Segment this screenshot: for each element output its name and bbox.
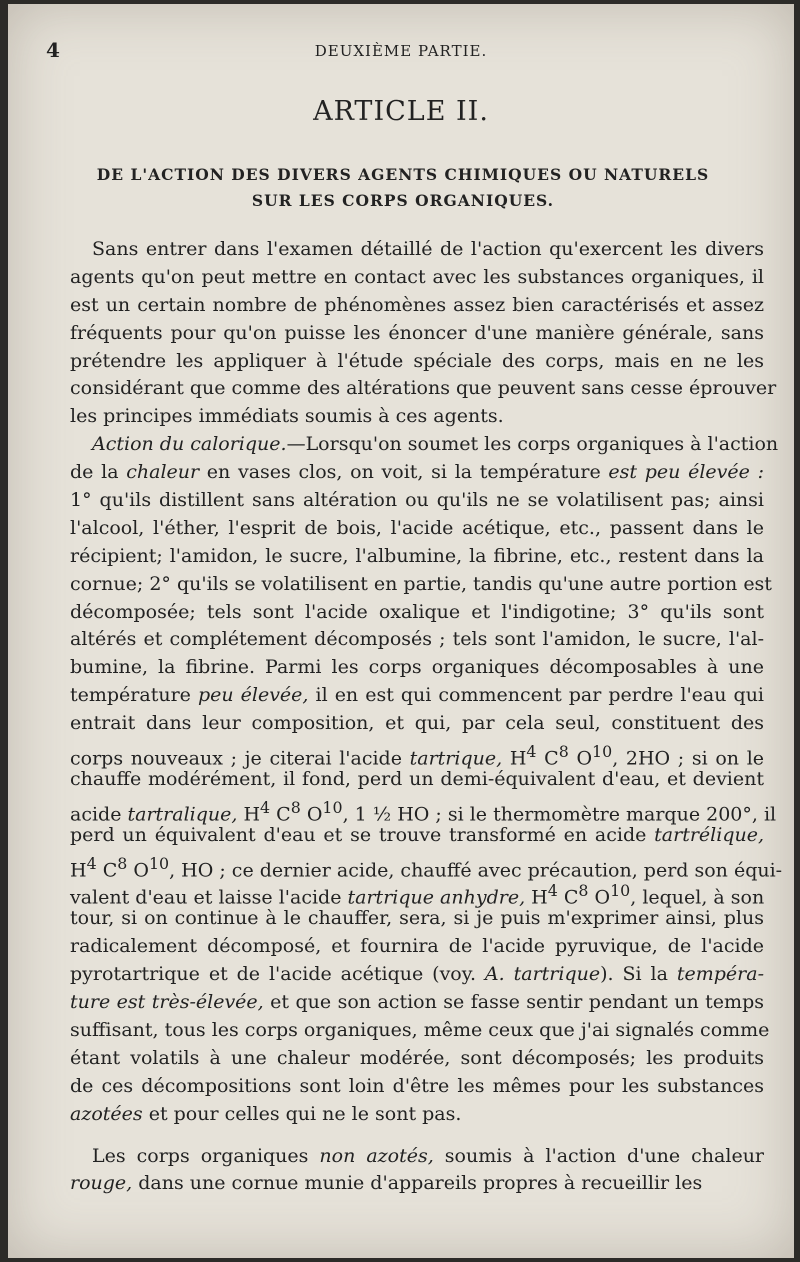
text-line: bumine, la fibrine. Parmi les corps organiques décomposables à une: [70, 656, 764, 679]
text-line: fréquents pour qu'on puisse les énoncer d'une manière générale, sans: [70, 321, 764, 344]
text-line: entrait dans leur composition, et qui, par cela seul, constituent des: [70, 712, 764, 735]
text-line: les principes immédiats soumis à ces agents.: [70, 405, 504, 428]
text-line: Action du calorique.—Lorsqu'on soumet les corps organiques à l'action: [92, 433, 779, 456]
text-line: l'alcool, l'éther, l'esprit de bois, l'acide acétique, etc., passent dans le: [70, 516, 764, 539]
running-head: DEUXIÈME PARTIE.: [314, 42, 488, 60]
text-line: azotées et pour celles qui ne le sont pas.: [70, 1102, 462, 1125]
text-line: pyrotartrique et de l'acide acétique (voy. A. tartrique). Si la tempéra-: [70, 963, 764, 986]
text-line: ture est très-élevée, et que son action se fasse sentir pendant un temps: [70, 991, 764, 1014]
text-line: rouge, dans une cornue munie d'appareils propres à recueillir les: [70, 1172, 703, 1195]
section-heading-line-2: SUR LES CORPS ORGANIQUES.: [251, 191, 555, 210]
text-line: considérant que comme des altérations que peuvent sans cesse éprouver: [70, 377, 777, 400]
text-line: de la chaleur en vases clos, on voit, si la température est peu élevée :: [70, 461, 764, 484]
article-title: ARTICLE II.: [313, 96, 489, 127]
text-line: prétendre les appliquer à l'étude spéciale des corps, mais en ne les: [70, 349, 764, 372]
text-line: décomposée; tels sont l'acide oxalique et l'indigotine; 3° qu'ils sont: [70, 600, 764, 623]
text-line: $H^4$ $C^8$ $O^{10}$, HO ; ce dernier acide, chauffé avec précaution, perd son équi-: [70, 853, 783, 881]
text-line: valent d'eau et laisse l'acide tartrique anhydre, $H^4$ $C^8$ $O^{10}$, lequel, à son: [70, 881, 765, 909]
text-line: température peu élevée, il en est qui commencent par perdre l'eau qui: [70, 684, 765, 707]
text-line: récipient; l'amidon, le sucre, l'albumine, la fibrine, etc., restent dans la: [70, 544, 764, 567]
text-line: tour, si on continue à le chauffer, sera, si je puis m'exprimer ainsi, plus: [70, 907, 764, 930]
page-header: [46, 38, 756, 62]
text-line: suffisant, tous les corps organiques, même ceux que j'ai signalés comme: [70, 1018, 770, 1041]
paragraph: [70, 236, 777, 431]
text-line: 1° qu'ils distillent sans altération ou qu'ils ne se volatilisent pas; ainsi: [70, 489, 764, 512]
text-line: perd un équivalent d'eau et se trouve transformé en acide tartrélique,: [70, 823, 764, 846]
section-heading-line-1: DE L'ACTION DES DIVERS AGENTS CHIMIQUES OU NATURELS: [96, 165, 710, 184]
body-text: [70, 236, 783, 1198]
text-line: altérés et complétement décomposés ; tels sont l'amidon, le sucre, l'al-: [70, 628, 764, 651]
text-line: est un certain nombre de phénomènes assez bien caractérisés et assez: [70, 293, 764, 316]
section-heading: [48, 162, 758, 214]
paragraph: [70, 431, 783, 1128]
text-line: chauffe modérément, il fond, perd un demi-équivalent d'eau, et devient: [70, 767, 764, 790]
text-line: acide tartralique, $H^4$ $C^8$ $O^{10}$, 1 ½ HO ; si le thermomètre marque 200°, il: [70, 797, 777, 826]
text-line: corps nouveaux ; je citerai l'acide tartrique, $H^4$ $C^8$ $O^{10}$, 2HO ; si on le: [70, 742, 765, 770]
text-line: cornue; 2° qu'ils se volatilisent en partie, tandis qu'une autre portion est: [70, 572, 772, 595]
paragraph-gap: [70, 1129, 764, 1143]
page-number: 4: [46, 38, 60, 62]
text-line: Les corps organiques non azotés, soumis à l'action d'une chaleur: [92, 1144, 765, 1167]
text-line: de ces décompositions sont loin d'être les mêmes pour les substances: [70, 1074, 764, 1097]
text-line: étant volatils à une chaleur modérée, sont décomposés; les produits: [70, 1046, 764, 1069]
book-page: [8, 4, 794, 1258]
paragraph: [70, 1143, 764, 1199]
text-line: radicalement décomposé, et fournira de l'acide pyruvique, de l'acide: [70, 935, 764, 958]
text-line: agents qu'on peut mettre en contact avec les substances organiques, il: [70, 265, 764, 288]
text-line: Sans entrer dans l'examen détaillé de l'action qu'exercent les divers: [92, 238, 764, 260]
